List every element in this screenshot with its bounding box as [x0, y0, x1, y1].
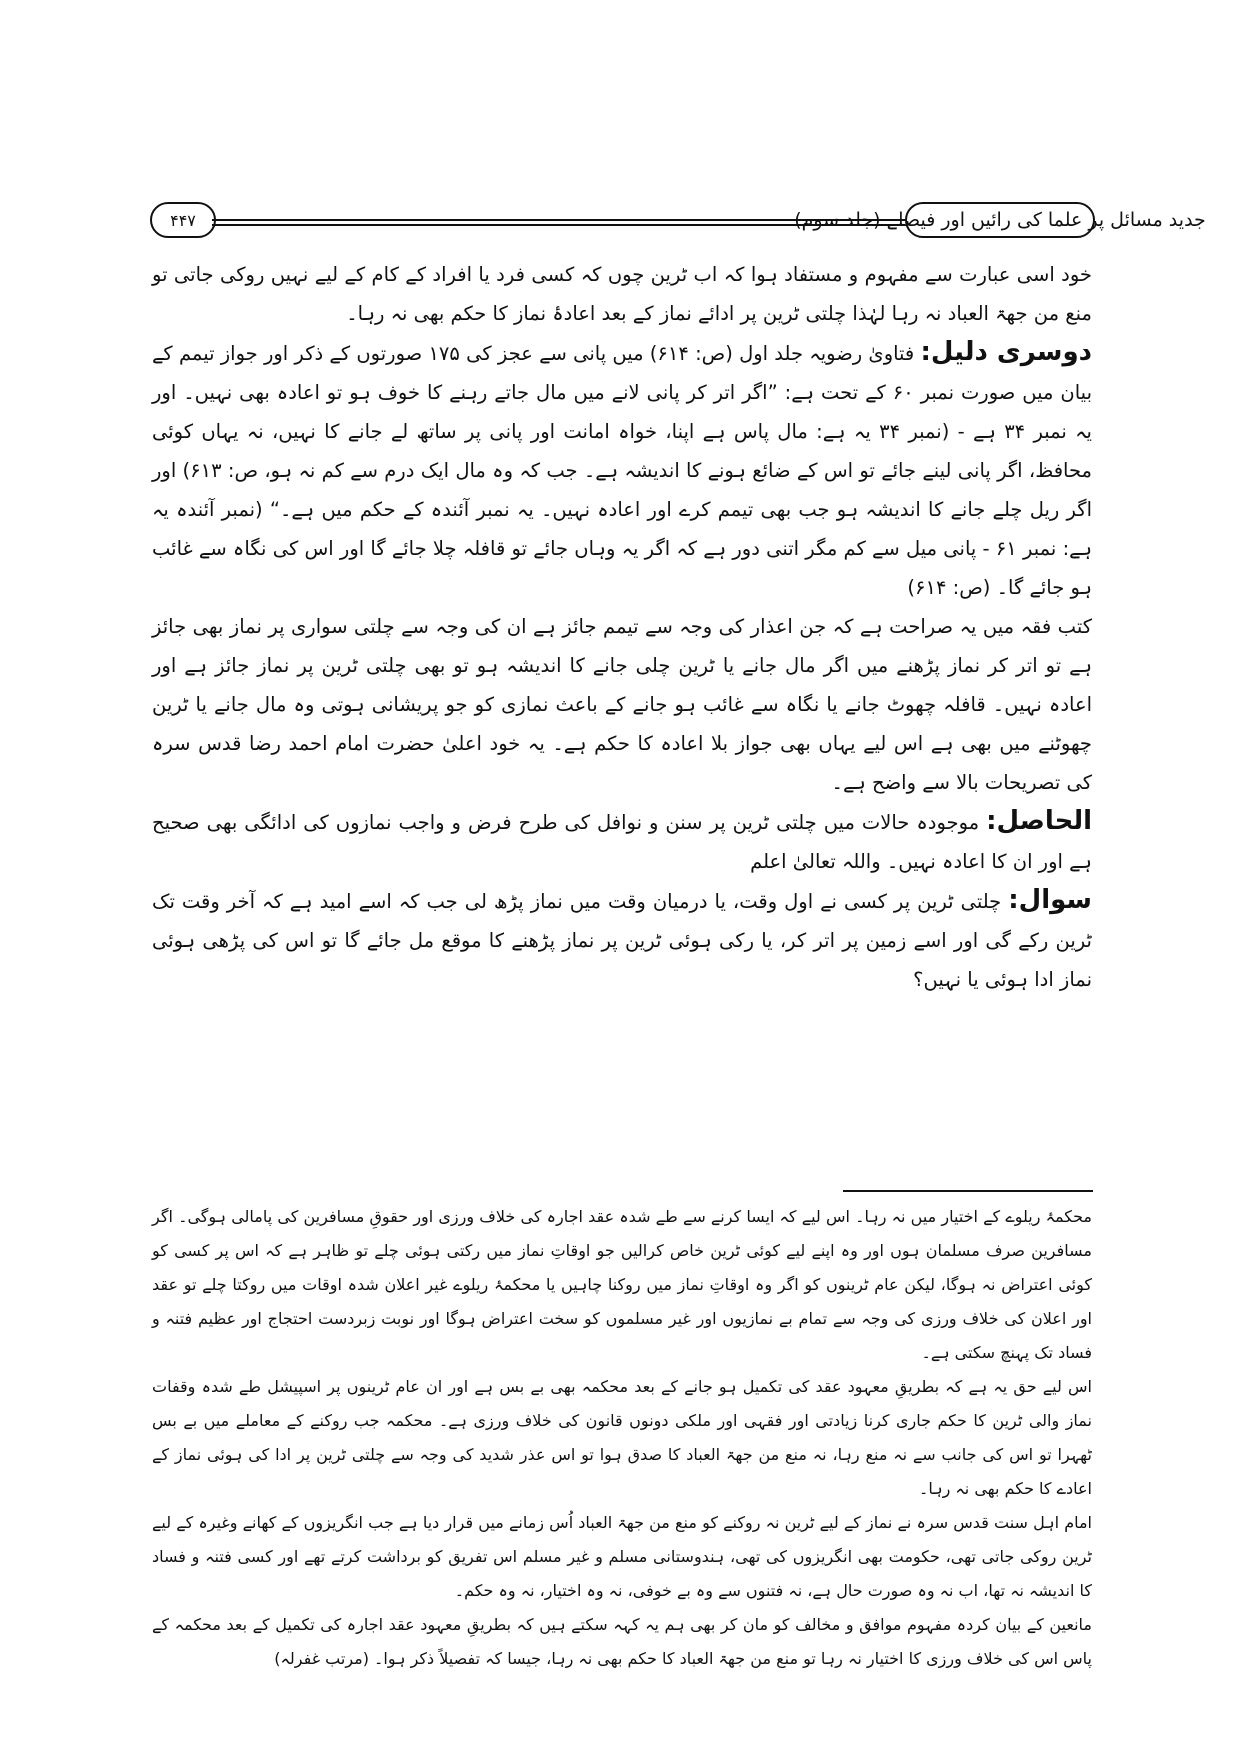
running-header [150, 202, 1206, 242]
heading-conclusion: الحاصل: [986, 806, 1093, 836]
footnote-3: امام اہل سنت قدس سرہ نے نماز کے لیے ٹرین نہ روکنے کو منع من جھۃ العباد اُس زمانے میں قرار دیا ہے جب انگریزوں کے کھانے وغیرہ کے لیے ٹرین روکی جاتی تھی، حکومت بھی انگریزوں کی تھی، ہندوستانی مسلم و غیر مسلم اس تفریق کو برداشت کرتے تھے اور کسی فتنہ و فساد کا اندیشہ نہ تھا، اب نہ وہ صورت حال ہے، نہ فتنوں سے وہ بے خوفی، نہ وہ اختیار، نہ وہ حکم۔ [152, 1513, 1092, 1600]
paragraph-3: کتب فقہ میں یہ صراحت ہے کہ جن اعذار کی وجہ سے تیمم جائز ہے ان کی وجہ سے چلتی سواری پر نماز بھی جائز ہے تو اتر کر نماز پڑھنے میں اگر مال جانے یا ٹرین چلی جانے کا اندیشہ ہو تو بھی چلتی ٹرین پر نماز جائز ہے اور اعادہ نہیں۔ قافلہ چھوٹ جانے یا نگاہ سے غائب ہو جانے کے باعث نمازی کو جو پریشانی ہوتی وہ مال جانے یا ٹرین چھوٹنے میں بھی ہے اس لیے یہاں بھی جواز بلا اعادہ کا حکم ہے۔ یہ خود اعلیٰ حضرت امام احمد رضا قدس سرہ کی تصریحات بالا سے واضح ہے۔ [152, 615, 1092, 794]
footnote-4: مانعین کے بیان کردہ مفہوم موافق و مخالف کو مان کر بھی ہم یہ کہہ سکتے ہیں کہ بطریقِ معہود عقد اجارہ کی تکمیل کے بعد محکمہ کے پاس اس کی خلاف ورزی کا اختیار نہ رہا تو منع من جھۃ العباد کا حکم بھی نہ رہا، جیسا کہ تفصیلاً ذکر ہوا۔ (مرتب غفرلہ) [152, 1615, 1092, 1668]
book-title-box [794, 202, 1206, 238]
footnote-divider [843, 1190, 1093, 1192]
footnotes [152, 1200, 1092, 1676]
paragraph-5 [152, 881, 1092, 999]
page-number-box [150, 202, 216, 238]
heading-second-proof: دوسری دلیل: [920, 337, 1093, 367]
paragraph-2 [152, 333, 1092, 607]
book-title: جدید مسائل پر علما کی رائیں اور فیصلے (جلد سوم) [794, 209, 1206, 231]
page-number: ۴۴۷ [170, 210, 196, 230]
footnote-1: محکمۂ ریلوے کے اختیار میں نہ رہا۔ اس لیے کہ ایسا کرنے سے طے شدہ عقد اجارہ کی خلاف ورزی اور حقوقِ مسافرین کی پامالی ہوگی۔ اگر مسافرین صرف مسلمان ہوں اور وہ اپنے لیے کوئی ٹرین خاص کرالیں جو اوقاتِ نماز میں رکتی ہوئی چلے تو ظاہر ہے کہ اس پر کسی کو کوئی اعتراض نہ ہوگا، لیکن عام ٹرینوں کو اگر وہ اوقاتِ نماز میں روکنا چاہیں یا محکمۂ ریلوے غیر اعلان شدہ اوقات میں روکتا چلے تو عقد اور اعلان کی خلاف ورزی کی وجہ سے تمام بے نمازیوں اور غیر مسلموں کو سخت اعتراض ہوگا اور نوبت زبردست احتجاج اور عظیم فتنہ و فساد تک پہنچ سکتی ہے۔ [152, 1207, 1093, 1362]
paragraph-4 [152, 802, 1092, 881]
paragraph-1: خود اسی عبارت سے مفہوم و مستفاد ہوا کہ اب ٹرین چوں کہ کسی فرد یا افراد کے کام کے لیے نہیں روکی جاتی تو منع من جھۃ العباد نہ رہا لہٰذا چلتی ٹرین پر ادائے نماز کے بعد اعادۂ نماز کا حکم بھی نہ رہا۔ [152, 263, 1092, 325]
paragraph-4-text: موجودہ حالات میں چلتی ٹرین پر سنن و نوافل کی طرح فرض و واجب نمازوں کی ادائگی بھی صحیح ہے اور ان کا اعادہ نہیں۔ واللہ تعالیٰ اعلم [152, 811, 1092, 873]
footnote-2: اس لیے حق یہ ہے کہ بطریقِ معہود عقد کی تکمیل ہو جانے کے بعد محکمہ بھی بے بس ہے اور ان عام ٹرینوں پر اسپیشل طے شدہ وقفات نماز والی ٹرین کا حکم جاری کرنا زیادتی اور فقہی اور ملکی دونوں قانون کی خلاف ورزی ہے۔ محکمہ جب روکنے کے معاملے میں بے بس ٹھہرا تو اس کی جانب سے نہ منع رہا، نہ منع من جھۃ العباد کا صدق ہوا تو اس عذر شدید کی وجہ سے چلتی ٹرین پر ادا کی ہوئی نماز کے اعادے کا حکم بھی نہ رہا۔ [152, 1377, 1092, 1498]
paragraph-5-text: چلتی ٹرین پر کسی نے اول وقت، یا درمیان وقت میں نماز پڑھ لی جب کہ اسے امید ہے کہ آخر وقت تک ٹرین رکے گی اور اسے زمین پر اتر کر، یا رکی ہوئی ٹرین پر نماز پڑھنے کا موقع مل جائے گا تو اس کی پڑھی ہوئی نماز ادا ہوئی یا نہیں؟ [152, 890, 1092, 991]
main-text [152, 255, 1092, 999]
paragraph-2-text: فتاویٰ رضویہ جلد اول (ص: ۶۱۴) میں پانی سے عجز کی ۱۷۵ صورتوں کے ذکر اور جواز تیمم کے بیان میں صورت نمبر ۶۰ کے تحت ہے: ”اگر اتر کر پانی لانے میں مال جاتے رہنے کا خوف ہو تو اعادہ بھی نہیں۔ اور یہ نمبر ۳۴ ہے - (نمبر ۳۴ یہ ہے: مال پاس ہے اپنا، خواہ امانت اور پانی پر ساتھ لے جانے کا نہیں، نہ یہاں کوئی محافظ، اگر پانی لینے جائے تو اس کے ضائع ہونے کا اندیشہ ہے۔ جب کہ وہ مال ایک درم سے کم نہ ہو، ص: ۶۱۳) اور اگر ریل چلے جانے کا اندیشہ ہو جب بھی تیمم کرے اور اعادہ نہیں۔ یہ نمبر آئندہ کے حکم میں ہے۔“ (نمبر آئندہ یہ ہے: نمبر ۶۱ - پانی میل سے کم مگر اتنی دور ہے کہ اگر یہ وہاں جائے تو قافلہ چلا جائے گا اور اس کی نگاہ سے غائب ہو جائے گا۔ (ص: ۶۱۴) [152, 342, 1093, 599]
heading-question: سوال: [1008, 885, 1093, 915]
